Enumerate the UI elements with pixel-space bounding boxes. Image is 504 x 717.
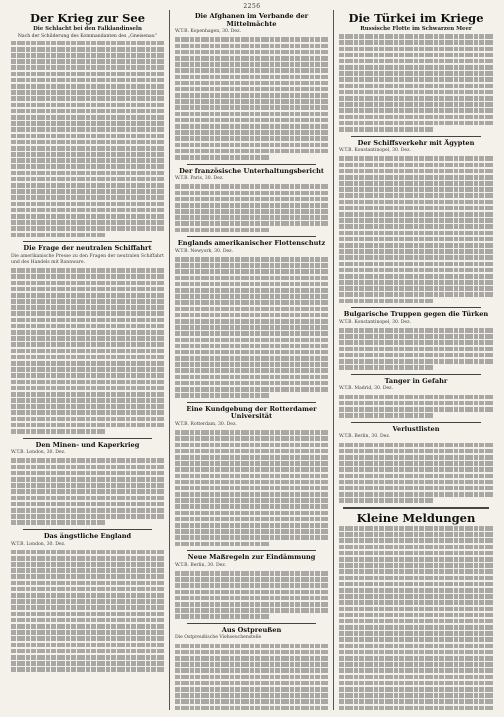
page-number: 2256 xyxy=(243,3,261,10)
article-body xyxy=(11,550,164,672)
article-body xyxy=(339,328,493,370)
article-afghans xyxy=(175,13,328,160)
article-anxious-england xyxy=(11,533,164,672)
headline-mine-war: Den Minen- und Kaperkrieg xyxy=(35,440,140,449)
article-lead: W.T.B. Rotterdam, 30. Dez. xyxy=(175,421,237,427)
article-body xyxy=(339,156,493,303)
headline-naval-war: Der Krieg zur See xyxy=(29,11,146,25)
article-body xyxy=(339,526,493,710)
headline-anxious-england: Das ängstliche England xyxy=(43,531,132,540)
article-small-reports xyxy=(339,512,493,710)
headline-french-report: Der französische Unterhaltungsbericht xyxy=(179,166,324,175)
article-new-measures xyxy=(175,554,328,619)
headline-neutral-shipping: Die Frage der neutralen Schiffahrt xyxy=(23,244,152,253)
subhead-russian-fleet: Russische Flotte im Schwarzen Meer xyxy=(360,25,472,32)
article-body xyxy=(339,34,493,131)
headline-afghans: Die Afghanen im Verbande der Mittelmächte xyxy=(194,12,309,28)
article-lead: W.T.B. Konstantinopel, 30. Dez. xyxy=(339,319,411,325)
article-body xyxy=(175,644,328,710)
article-body xyxy=(11,458,164,524)
article-lead: Die amerikanische Presse zu den Fragen der neutralen Schiffahrt und des Handels mit Bannware. xyxy=(11,253,164,265)
article-body xyxy=(339,443,493,503)
article-lead: W.T.B. London, 30. Dez. xyxy=(11,541,66,547)
article-lead: W.T.B. Berlin, 30. Dez. xyxy=(175,562,227,568)
article-lead: W.T.B. Berlin, 30. Dez. xyxy=(339,434,391,440)
intro-line: Nach der Schilderung des Kommandanten des „Gneisenau“ xyxy=(17,34,158,40)
article-mine-war xyxy=(11,442,164,525)
article-casualty-lists xyxy=(339,426,493,503)
article-egypt-shipping xyxy=(339,140,493,304)
article-body xyxy=(175,430,328,546)
article-french-report xyxy=(175,168,328,233)
headline-egypt-shipping: Der Schiffsverkehr mit Ägypten xyxy=(357,138,475,147)
article-body xyxy=(175,571,328,619)
article-neutral-shipping xyxy=(11,245,164,434)
columns xyxy=(6,10,498,710)
article-lead: W.T.B. London, 30. Dez. xyxy=(11,450,66,456)
article-turkey-war xyxy=(339,12,493,132)
column-3 xyxy=(334,10,498,710)
article-body xyxy=(175,37,328,159)
headline-fleet-protection: Englands amerikanischer Flottenschutz xyxy=(177,239,326,248)
headline-rotterdam: Eine Kundgebung der Rotterdamer Universität xyxy=(186,404,317,421)
article-body xyxy=(11,268,164,433)
article-lead: W.T.B. Kopenhagen, 30. Dez. xyxy=(175,29,241,35)
headline-tangier: Tanger in Gefahr xyxy=(384,376,448,385)
article-lead: Die Ostpreußische Viehseuchenstelle xyxy=(175,635,262,641)
subhead-falkland: Die Schlacht bei den Falklandinseln xyxy=(33,25,142,32)
headline-turkey-war: Die Türkei im Kriege xyxy=(348,11,484,25)
article-bulgarian-troops xyxy=(339,311,493,370)
article-lead: W.T.B. Paris, 30. Dez. xyxy=(175,176,224,182)
section-title-small-reports: Kleine Meldungen xyxy=(356,510,476,525)
column-1 xyxy=(6,10,170,710)
article-body xyxy=(175,257,328,398)
article-east-prussia xyxy=(175,627,328,710)
article-fleet-protection xyxy=(175,240,328,398)
article-tangier xyxy=(339,378,493,418)
column-2 xyxy=(170,10,334,710)
article-body xyxy=(175,184,328,232)
article-body xyxy=(339,395,493,418)
article-lead: W.T.B. Madrid, 30. Dez. xyxy=(339,386,394,392)
headline-casualty-lists: Verlustlisten xyxy=(392,424,440,433)
article-lead: W.T.B. Konstantinopel, 30. Dez. xyxy=(339,148,411,154)
article-lead: W.T.B. Newyork, 30. Dez. xyxy=(175,248,234,254)
headline-east-prussia: Aus Ostpreußen xyxy=(221,625,282,634)
article-body xyxy=(11,41,164,237)
article-rotterdam xyxy=(175,406,328,546)
headline-new-measures: Neue Maßregeln zur Eindämmung xyxy=(187,553,316,562)
headline-bulgarian-troops: Bulgarische Truppen gegen die Türken xyxy=(343,310,489,319)
article-naval-war xyxy=(11,12,164,237)
